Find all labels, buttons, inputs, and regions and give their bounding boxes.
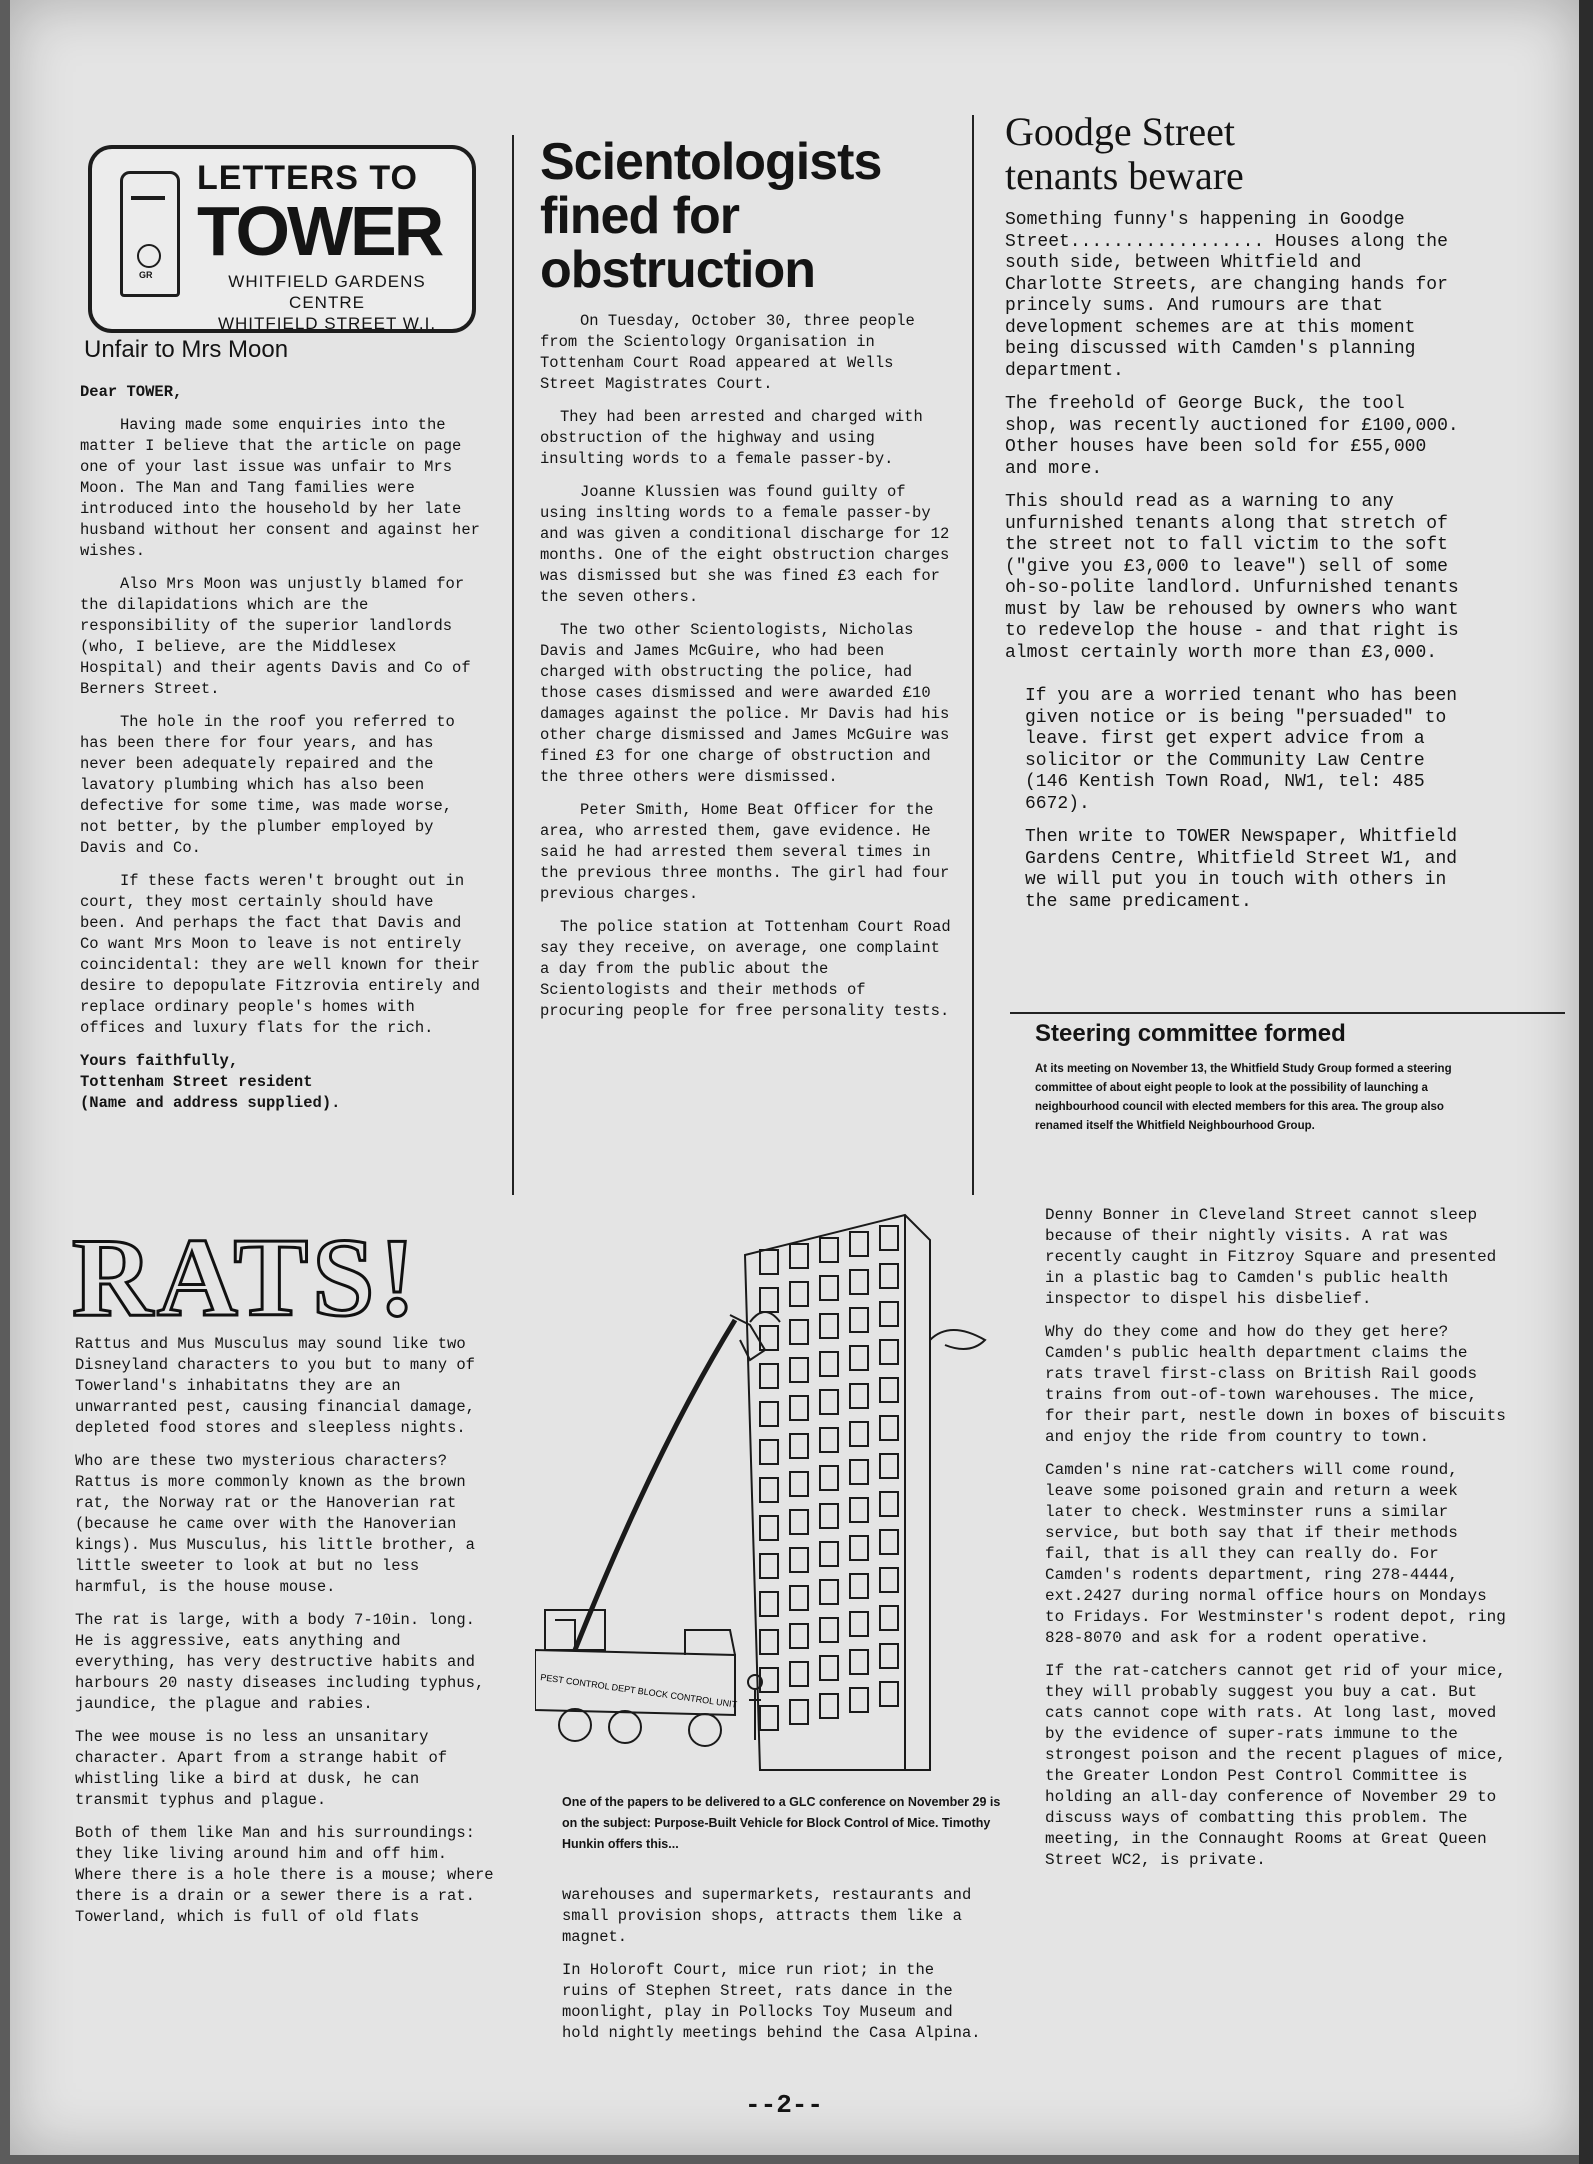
steering-box: [1035, 1020, 1485, 1136]
tower-window: [850, 1308, 868, 1332]
article-paragraph: Something funny's happening in Goodge Street.................. Houses along the south side, between Whitfield and Charlotte Streets, are changing hands for princely sums. And rumours are that development schemes are at this moment being discussed with Camden's planning department.: [1005, 210, 1448, 381]
tower-window: [790, 1396, 808, 1420]
article-paragraph: The two other Scientologists, Nicholas Davis and James McGuire, who had been charged with obstructing the police, had those cases dismissed and were awarded £10 damages against the police. Mr Davis had his other charge dismissed and James McGuire was fined £3 for one charge of obstruction and the three others were dismissed.: [540, 621, 950, 786]
scientologists-column: [540, 135, 955, 1034]
tower-window: [820, 1542, 838, 1566]
rats-column-3: [1045, 1205, 1515, 1883]
tower-window: [850, 1270, 868, 1294]
letter-body: [80, 382, 480, 1114]
tower-window: [820, 1618, 838, 1642]
tower-window: [790, 1320, 808, 1344]
tower-window: [760, 1288, 778, 1312]
tower-window: [850, 1688, 868, 1712]
rats-col3-body: [1045, 1205, 1515, 1871]
tower-window: [760, 1364, 778, 1388]
article-paragraph: Who are these two mysterious characters? Rattus is more commonly known as the brown rat, the Norway rat or the Hanoverian rat (because he came over with the Hanoverian kings). Mus Musculus, his little brother, a little sweeter to look at but no less harmful, is the house mouse.: [75, 1452, 475, 1596]
tower-window: [880, 1606, 898, 1630]
tower-window: [790, 1434, 808, 1458]
article-paragraph: warehouses and supermarkets, restaurants and small provision shops, attracts them like a magnet.: [562, 1886, 972, 1946]
tower-window: [880, 1682, 898, 1706]
article-paragraph: The rat is large, with a body 7-10in. long. He is aggressive, eats anything and everything, has very destructive habits and harbours 20 nasty diseases including typhus, jaundice, the plague and rabies.: [75, 1611, 485, 1713]
goodge-body: [1005, 210, 1465, 913]
illustration-caption: One of the papers to be delivered to a GLC conference on November 29 is on the subject: Purpose-Built Vehicle for Block Control of Mice. Timothy Hunkin offers this...: [562, 1795, 1001, 1851]
tower-window: [880, 1530, 898, 1554]
scientologists-body: [540, 311, 955, 1022]
tower-window: [760, 1592, 778, 1616]
letter-headline: Unfair to Mrs Moon: [84, 336, 289, 363]
tower-window: [880, 1226, 898, 1250]
tower-window: [820, 1238, 838, 1262]
tower-window: [790, 1548, 808, 1572]
tower-window: [790, 1624, 808, 1648]
truck-text: PEST CONTROL DEPT BLOCK CONTROL UNIT: [539, 1672, 738, 1710]
article-paragraph: The police station at Tottenham Court Road say they receive, on average, one complaint a day from the public about the Scientologists and their methods of procuring people for free personality tests.: [540, 918, 951, 1020]
tower-window: [850, 1460, 868, 1484]
goodge-headline: Goodge Street tenants beware: [1005, 109, 1244, 198]
tower-window: [790, 1282, 808, 1306]
tower-window: [760, 1440, 778, 1464]
tower-window: [760, 1478, 778, 1502]
rats-col1-body: [75, 1334, 495, 1928]
tower-window: [850, 1346, 868, 1370]
letter-paragraph: If these facts weren't brought out in court, they most certainly should have been. And perhaps the fact that Davis and Co want Mrs Moon to leave is not entirely coincidental: they are well known for their desire to depopulate Fitzrovia entirely and replace ordinary people's homes with offices and luxury flats for the rich.: [80, 872, 480, 1037]
tower-window: [760, 1250, 778, 1274]
page-number: --2--: [745, 2090, 824, 2120]
steering-body: At its meeting on November 13, the Whitfield Study Group formed a steering committee of about eight people to look at the possibility of launching a neighbourhood council with elected members for this area. The group also renamed itself the Whitfield Neighbourhood Group.: [1035, 1063, 1452, 1132]
tower-window: [760, 1706, 778, 1730]
article-paragraph: Then write to TOWER Newspaper, Whitfield Gardens Centre, Whitfield Street W1, and we will put you in touch with others in the same predicament.: [1025, 827, 1458, 912]
article-paragraph: This should read as a warning to any unfurnished tenants along that stretch of the street not to fall victim to the soft ("give you £3,000 to leave") sell of some oh-so-polite landlord. Unfurnished tenants must by law be rehoused by owners who want to redevelop the house - and that right is almost certainly worth more than £3,000.: [1005, 492, 1459, 663]
tower-window: [790, 1700, 808, 1724]
tower-window: [760, 1554, 778, 1578]
tower-window: [880, 1264, 898, 1288]
letter-paragraph: Also Mrs Moon was unjustly blamed for the dilapidations which are the responsibility of the superior landlords (who, I believe, are the Middlesex Hospital) and their agents Davis and Co of Berners Street.: [80, 575, 471, 698]
tower-window: [790, 1662, 808, 1686]
tower-window: [880, 1454, 898, 1478]
tower-window: [790, 1358, 808, 1382]
tower-window: [850, 1498, 868, 1522]
letters-column: [80, 336, 480, 1126]
article-paragraph: If you are a worried tenant who has been given notice or is being "persuaded" to leave. first get expert advice from a solicitor or the Community Law Centre (146 Kentish Town Road, NW1, tel: 485 6672).: [1025, 686, 1458, 814]
letter-salutation: Dear TOWER,: [80, 383, 183, 401]
tower-window: [760, 1630, 778, 1654]
article-paragraph: Joanne Klussien was found guilty of using inslting words to a female passer-by and was given a conditional discharge for 12 months. One of the eight obstruction charges was dismissed but she was fined £3 each for the seven others.: [540, 483, 950, 606]
tower-window: [820, 1504, 838, 1528]
tower-window: [850, 1536, 868, 1560]
logo-address: WHITFIELD GARDENS CENTRE WHITFIELD STREET W.I.: [217, 272, 437, 333]
page-shadow-edge: [1579, 0, 1593, 2164]
rats-headline: RATS!: [72, 1216, 420, 1340]
logo-line-2: TOWER: [197, 192, 442, 270]
tower-window: [820, 1428, 838, 1452]
tower-window: [880, 1644, 898, 1668]
article-paragraph: Denny Bonner in Cleveland Street cannot sleep because of their nightly visits. A rat was recently caught in Fitzroy Square and presented in a plastic bag to Camden's public health inspector to dispel his disbelief.: [1045, 1206, 1497, 1308]
tower-window: [820, 1352, 838, 1376]
tower-window: [850, 1574, 868, 1598]
column-rule-1: [512, 135, 514, 1195]
article-paragraph: Both of them like Man and his surroundings: they like living around him and off him. Where there is a hole there is a mouse; where there is a drain or a sewer there is a rat. Towerland, which is full of old flats: [75, 1824, 494, 1926]
letter-paragraph: The hole in the roof you referred to has been there for four years, and has never been adequately repaired and the lavatory plumbing which has also been defective for some time, was made worse, not better, by the plumber employed by Davis and Co.: [80, 713, 455, 857]
postbox-icon: [120, 171, 180, 297]
rats-col2-body: [562, 1885, 982, 2044]
tower-window: [790, 1472, 808, 1496]
tower-window: [760, 1402, 778, 1426]
article-paragraph: The freehold of George Buck, the tool shop, was recently auctioned for £100,000. Other houses have been sold for £55,000 and more.: [1005, 394, 1459, 479]
article-paragraph: Rattus and Mus Musculus may sound like two Disneyland characters to you but to many of Towerland's inhabitatns they are an unwarranted pest, causing financial damage, depleted food stores and sleepless nights.: [75, 1335, 475, 1437]
tower-window: [820, 1694, 838, 1718]
goodge-column: [1005, 110, 1465, 925]
steering-headline: Steering committee formed: [1035, 1020, 1346, 1047]
pest-control-illustration: [535, 1210, 1005, 1780]
tower-window: [820, 1314, 838, 1338]
tower-window: [880, 1492, 898, 1516]
tower-window: [850, 1232, 868, 1256]
article-paragraph: Why do they come and how do they get here? Camden's public health department claims the rats travel first-class on British Rail goods trains from out-of-town warehouses. The mice, for their part, nestle down in boxes of biscuits and enjoy the ride from country to town.: [1045, 1323, 1506, 1446]
tower-window: [850, 1650, 868, 1674]
article-paragraph: Peter Smith, Home Beat Officer for the area, who arrested them, gave evidence. He said he had arrested them several times in the previous three months. The girl had four previous charges.: [540, 801, 950, 903]
article-paragraph: Camden's nine rat-catchers will come round, leave some poisoned grain and return a week later to check. Westminster runs a similar service, but both say that if their methods fail, that is all they can really do. For Camden's rodents department, ring 278-4444, ext.2427 during normal office hours on Mondays to Fridays. For Westminster's rodent depot, ring 828-8070 and ask for a rodent operative.: [1045, 1461, 1506, 1647]
tower-window: [790, 1510, 808, 1534]
letter-paragraph: Having made some enquiries into the matter I believe that the article on page one of your last issue was unfair to Mrs Moon. The Man and Tang families were introduced into the household by her late husband without her consent and against her wishes.: [80, 416, 480, 560]
steering-rule: [1010, 1012, 1565, 1014]
tower-window: [820, 1466, 838, 1490]
tower-window: [820, 1580, 838, 1604]
tower-window: [880, 1340, 898, 1364]
tower-window: [850, 1422, 868, 1446]
tower-window: [820, 1656, 838, 1680]
logo-line-1: LETTERS TO: [197, 159, 418, 197]
tower-window: [850, 1612, 868, 1636]
tower-window: [880, 1302, 898, 1326]
rats-column-1: [75, 1334, 495, 1940]
rats-column-2: [562, 1885, 982, 2056]
tower-window: [820, 1276, 838, 1300]
tower-window: [790, 1244, 808, 1268]
article-paragraph: In Holoroft Court, mice run riot; in the ruins of Stephen Street, rats dance in the moonlight, play in Pollocks Toy Museum and hold nightly meetings behind the Casa Alpina.: [562, 1961, 981, 2042]
tower-window: [850, 1384, 868, 1408]
article-paragraph: If the rat-catchers cannot get rid of your mice, they will probably suggest you buy a cat. But cats cannot cope with rats. At long last, moved by the evidence of super-rats immune to the strongest poison and the recent plagues of mice, the Greater London Pest Control Committee is holding an all-day conference of November 29 to discuss ways of combatting this problem. The meeting, in the Connaught Rooms at Great Queen Street WC2, is private.: [1045, 1662, 1506, 1869]
column-rule-2: [972, 115, 974, 1195]
tower-window: [820, 1390, 838, 1414]
tower-window: [880, 1378, 898, 1402]
article-paragraph: The wee mouse is no less an unsanitary character. Apart from a strange habit of whistling like a bird at dusk, he can transmit typhus and plague.: [75, 1728, 448, 1809]
letters-to-tower-logo: [88, 145, 476, 333]
postbox-mark: GR: [139, 270, 153, 280]
letter-signoff: Yours faithfully, Tottenham Street resident (Name and address supplied).: [80, 1052, 341, 1112]
tower-window: [880, 1568, 898, 1592]
tower-window: [880, 1416, 898, 1440]
article-paragraph: On Tuesday, October 30, three people from the Scientology Organisation in Tottenham Court Road appeared at Wells Street Magistrates Court.: [540, 312, 915, 393]
article-paragraph: They had been arrested and charged with obstruction of the highway and using insulting words to a female passer-by.: [540, 408, 923, 468]
tower-window: [760, 1516, 778, 1540]
tower-window: [790, 1586, 808, 1610]
scientologists-headline: Scientologists fined for obstruction: [540, 133, 882, 299]
